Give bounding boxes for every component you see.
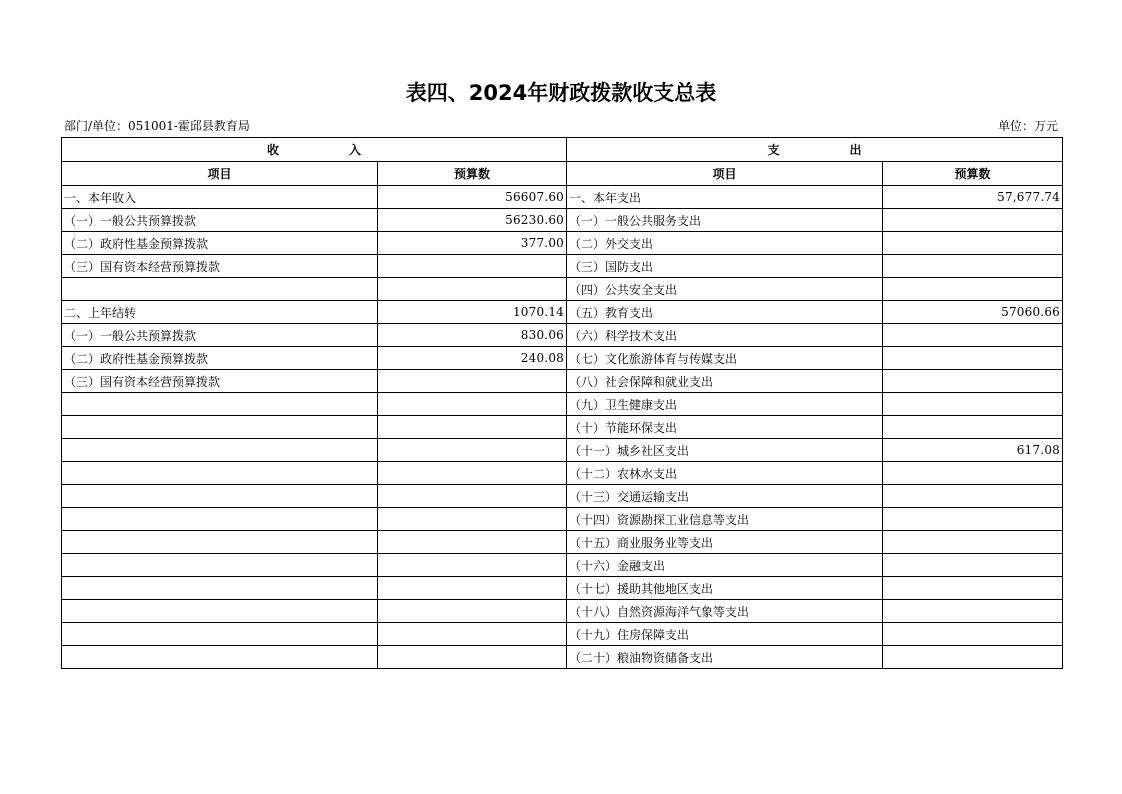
expense-value-cell	[883, 393, 1063, 416]
expense-value-cell	[883, 623, 1063, 646]
expense-item-cell: （四）公共安全支出	[567, 278, 883, 301]
expense-value-cell	[883, 600, 1063, 623]
unit-label: 单位：万元	[997, 119, 1058, 133]
income-item-cell: 一、本年收入	[62, 186, 378, 209]
expense-item-cell: （一）一般公共服务支出	[567, 209, 883, 232]
income-section-char-1: 收	[266, 143, 279, 157]
income-item-cell	[62, 554, 378, 577]
expense-item-cell: （六）科学技术支出	[567, 324, 883, 347]
expense-item-cell: （十七）援助其他地区支出	[567, 577, 883, 600]
expense-item-cell: （十一）城乡社区支出	[567, 439, 883, 462]
expense-item-cell: （十八）自然资源海洋气象等支出	[567, 600, 883, 623]
income-item-cell: 二、上年结转	[62, 301, 378, 324]
table-row	[62, 347, 1063, 370]
income-item-cell	[62, 393, 378, 416]
income-value-cell: 56607.60	[378, 186, 567, 209]
table-row	[62, 646, 1063, 669]
income-value-cell: 56230.60	[378, 209, 567, 232]
table-row	[62, 370, 1063, 393]
expense-value-cell	[883, 278, 1063, 301]
expense-value-cell	[883, 347, 1063, 370]
expense-item-header: 项目	[567, 162, 883, 186]
expense-value-cell	[883, 554, 1063, 577]
table-row	[62, 508, 1063, 531]
table-row	[62, 416, 1063, 439]
expense-value-cell	[883, 577, 1063, 600]
income-item-cell: （一）一般公共预算拨款	[62, 324, 378, 347]
expense-value-cell: 57,677.74	[883, 186, 1063, 209]
income-value-cell: 240.08	[378, 347, 567, 370]
income-item-cell	[62, 462, 378, 485]
income-value-cell	[378, 370, 567, 393]
expense-item-cell: （十六）金融支出	[567, 554, 883, 577]
table-row	[62, 554, 1063, 577]
table-row	[62, 485, 1063, 508]
income-item-cell: （三）国有资本经营预算拨款	[62, 370, 378, 393]
income-value-cell: 1070.14	[378, 301, 567, 324]
expense-item-cell: （十）节能环保支出	[567, 416, 883, 439]
column-header-row	[62, 162, 1063, 186]
table-row	[62, 255, 1063, 278]
expense-value-cell	[883, 462, 1063, 485]
income-value-cell	[378, 646, 567, 669]
table-row	[62, 278, 1063, 301]
expense-value-cell	[883, 508, 1063, 531]
table-row	[62, 324, 1063, 347]
expense-item-cell: （二）外交支出	[567, 232, 883, 255]
budget-table	[61, 137, 1063, 669]
table-row	[62, 531, 1063, 554]
income-item-cell	[62, 508, 378, 531]
expense-value-cell	[883, 531, 1063, 554]
income-value-cell: 377.00	[378, 232, 567, 255]
income-value-cell	[378, 600, 567, 623]
expense-item-cell: （七）文化旅游体育与传媒支出	[567, 347, 883, 370]
table-row	[62, 439, 1063, 462]
income-budget-header: 预算数	[378, 162, 567, 186]
expense-item-cell: （十五）商业服务业等支出	[567, 531, 883, 554]
income-item-header: 项目	[62, 162, 378, 186]
expense-value-cell	[883, 209, 1063, 232]
income-item-cell	[62, 600, 378, 623]
table-row	[62, 600, 1063, 623]
income-value-cell	[378, 278, 567, 301]
expense-section-header	[567, 138, 1063, 162]
income-value-cell	[378, 531, 567, 554]
income-item-cell	[62, 485, 378, 508]
expense-item-cell: （八）社会保障和就业支出	[567, 370, 883, 393]
income-value-cell	[378, 439, 567, 462]
expense-budget-header: 预算数	[883, 162, 1063, 186]
income-value-cell	[378, 554, 567, 577]
table-row	[62, 232, 1063, 255]
expense-item-cell: 一、本年支出	[567, 186, 883, 209]
expense-value-cell	[883, 370, 1063, 393]
income-value-cell	[378, 462, 567, 485]
expense-value-cell	[883, 646, 1063, 669]
table-row	[62, 462, 1063, 485]
expense-item-cell: （三）国防支出	[567, 255, 883, 278]
table-row	[62, 186, 1063, 209]
expense-item-cell: （十二）农林水支出	[567, 462, 883, 485]
expense-item-cell: （十四）资源勘探工业信息等支出	[567, 508, 883, 531]
income-item-cell: （一）一般公共预算拨款	[62, 209, 378, 232]
income-value-cell	[378, 416, 567, 439]
table-row	[62, 623, 1063, 646]
expense-section-char-1: 支	[767, 143, 780, 157]
expense-value-cell: 57060.66	[883, 301, 1063, 324]
expense-value-cell	[883, 255, 1063, 278]
income-value-cell: 830.06	[378, 324, 567, 347]
table-row	[62, 577, 1063, 600]
income-section-char-2: 入	[349, 143, 362, 157]
income-value-cell	[378, 508, 567, 531]
income-item-cell	[62, 416, 378, 439]
expense-value-cell: 617.08	[883, 439, 1063, 462]
expense-value-cell	[883, 232, 1063, 255]
income-item-cell	[62, 623, 378, 646]
table-row	[62, 393, 1063, 416]
income-item-cell: （二）政府性基金预算拨款	[62, 347, 378, 370]
section-header-row	[62, 138, 1063, 162]
income-item-cell	[62, 531, 378, 554]
income-item-cell	[62, 577, 378, 600]
income-item-cell	[62, 646, 378, 669]
income-value-cell	[378, 255, 567, 278]
department-label: 部门/单位：051001-霍邱县教育局	[64, 119, 250, 133]
page-title: 表四、2024年财政拨款收支总表	[405, 81, 717, 105]
income-value-cell	[378, 393, 567, 416]
expense-value-cell	[883, 485, 1063, 508]
income-item-cell	[62, 439, 378, 462]
income-item-cell: （二）政府性基金预算拨款	[62, 232, 378, 255]
income-value-cell	[378, 485, 567, 508]
table-row	[62, 209, 1063, 232]
income-item-cell	[62, 278, 378, 301]
table-row	[62, 301, 1063, 324]
expense-value-cell	[883, 324, 1063, 347]
expense-item-cell: （九）卫生健康支出	[567, 393, 883, 416]
expense-section-char-2: 出	[849, 143, 862, 157]
expense-item-cell: （十九）住房保障支出	[567, 623, 883, 646]
expense-value-cell	[883, 416, 1063, 439]
income-item-cell: （三）国有资本经营预算拨款	[62, 255, 378, 278]
expense-item-cell: （十三）交通运输支出	[567, 485, 883, 508]
income-value-cell	[378, 623, 567, 646]
income-value-cell	[378, 577, 567, 600]
income-section-header	[62, 138, 567, 162]
expense-item-cell: （二十）粮油物资储备支出	[567, 646, 883, 669]
expense-item-cell: （五）教育支出	[567, 301, 883, 324]
